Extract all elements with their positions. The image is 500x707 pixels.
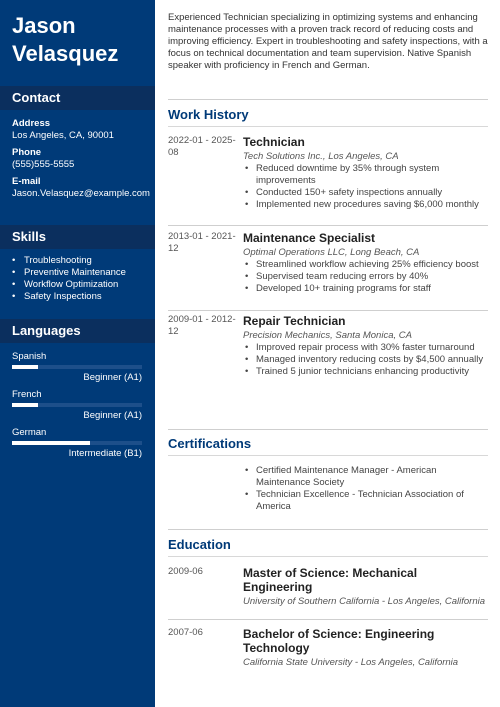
job-bullet: • Implemented new procedures saving $6,000 monthly (243, 199, 488, 211)
job-bullets (243, 342, 488, 378)
degree-title: Master of Science: Mechanical Engineering (243, 566, 418, 594)
certifications-details (243, 465, 488, 513)
skill-item: • Workflow Optimization (12, 279, 152, 291)
job-details (243, 135, 488, 211)
work-history-heading: Work History (168, 107, 249, 122)
section-divider (168, 429, 488, 430)
job-details (243, 231, 488, 295)
email-label: E-mail (12, 176, 41, 187)
language-level: Beginner (A1) (83, 372, 142, 383)
skills-heading: Skills (0, 225, 155, 249)
job-details (243, 314, 488, 378)
job-bullet: • Improved repair process with 30% faster turnaround (243, 342, 488, 354)
section-divider (168, 99, 488, 100)
heading-underline (168, 126, 488, 127)
school-name: California State University - Los Angeles, California (243, 657, 459, 668)
contact-block (12, 118, 152, 200)
job-bullet: • Reduced downtime by 35% through system improvements (243, 163, 488, 187)
phone-value: (555)555-5555 (12, 159, 75, 170)
entry-divider (168, 310, 488, 311)
job-dates: 2013-01 - 2021-12 (168, 231, 236, 254)
languages-heading: Languages (0, 319, 155, 343)
skill-item: • Preventive Maintenance (12, 267, 152, 279)
language-bar (12, 403, 142, 407)
sidebar (0, 0, 155, 707)
phone-label: Phone (12, 147, 42, 158)
degree-title: Bachelor of Science: Engineering Technology (243, 627, 435, 655)
job-company: Tech Solutions Inc., Los Angeles, CA (243, 151, 399, 162)
entry-divider (168, 225, 488, 226)
job-bullet: • Streamlined workflow achieving 25% efficiency boost (243, 259, 488, 271)
skills-list (12, 255, 152, 303)
job-dates: 2022-01 - 2025-08 (168, 135, 236, 158)
certification-item: • Certified Maintenance Manager - American Maintenance Society (243, 465, 488, 489)
language-bar (12, 441, 142, 445)
education-date: 2009-06 (168, 566, 203, 577)
job-bullet: • Supervised team reducing errors by 40% (243, 271, 488, 283)
address-label: Address (12, 118, 51, 129)
address-value: Los Angeles, CA, 90001 (12, 130, 114, 141)
language-bar-fill (12, 365, 38, 369)
education-date: 2007-06 (168, 627, 203, 638)
candidate-name: Jason Velasquez (12, 13, 119, 66)
language-item (12, 427, 142, 460)
job-title: Maintenance Specialist (243, 231, 376, 245)
education-heading: Education (168, 537, 231, 552)
school-name: University of Southern California - Los Angeles, California (243, 596, 486, 607)
language-name: French (12, 389, 42, 400)
heading-underline (168, 556, 488, 557)
language-item (12, 351, 142, 384)
language-name: German (12, 427, 47, 438)
job-title: Technician (243, 135, 305, 149)
job-bullet: • Conducted 150+ safety inspections annually (243, 187, 488, 199)
contact-heading: Contact (0, 86, 155, 110)
job-bullet: • Managed inventory reducing costs by $4,500 annually (243, 354, 488, 366)
job-company: Precision Mechanics, Santa Monica, CA (243, 330, 412, 341)
skill-item: • Safety Inspections (12, 291, 152, 303)
job-dates: 2009-01 - 2012-12 (168, 314, 236, 337)
language-item (12, 389, 142, 422)
language-bar (12, 365, 142, 369)
language-bar-fill (12, 403, 38, 407)
certifications-list (243, 465, 488, 513)
entry-divider (168, 619, 488, 620)
education-details (243, 566, 488, 608)
job-title: Repair Technician (243, 314, 346, 328)
education-details (243, 627, 488, 669)
language-level: Intermediate (B1) (68, 448, 142, 459)
language-name: Spanish (12, 351, 47, 362)
professional-summary: Experienced Technician specializing in optimizing systems and enhancing maintenance processes with a proven track record of reducing costs and improving efficiency. Expert in troubleshooting and safety inspections, with a focus on technical documentation and team supervision. Native Spanish speaker with proficiency in French and German. (168, 12, 488, 71)
language-bar-fill (12, 441, 90, 445)
job-bullet: • Developed 10+ training programs for staff (243, 283, 488, 295)
job-bullets (243, 163, 488, 211)
job-bullet: • Trained 5 junior technicians enhancing productivity (243, 366, 488, 378)
heading-underline (168, 455, 488, 456)
skill-item: • Troubleshooting (12, 255, 152, 267)
job-company: Optimal Operations LLC, Long Beach, CA (243, 247, 420, 258)
section-divider (168, 529, 488, 530)
language-level: Beginner (A1) (83, 410, 142, 421)
job-bullets (243, 259, 488, 295)
email-link[interactable]: Jason.Velasquez@example.com (12, 188, 150, 199)
certification-item: • Technician Excellence - Technician Association of America (243, 489, 488, 513)
certifications-heading: Certifications (168, 436, 252, 451)
